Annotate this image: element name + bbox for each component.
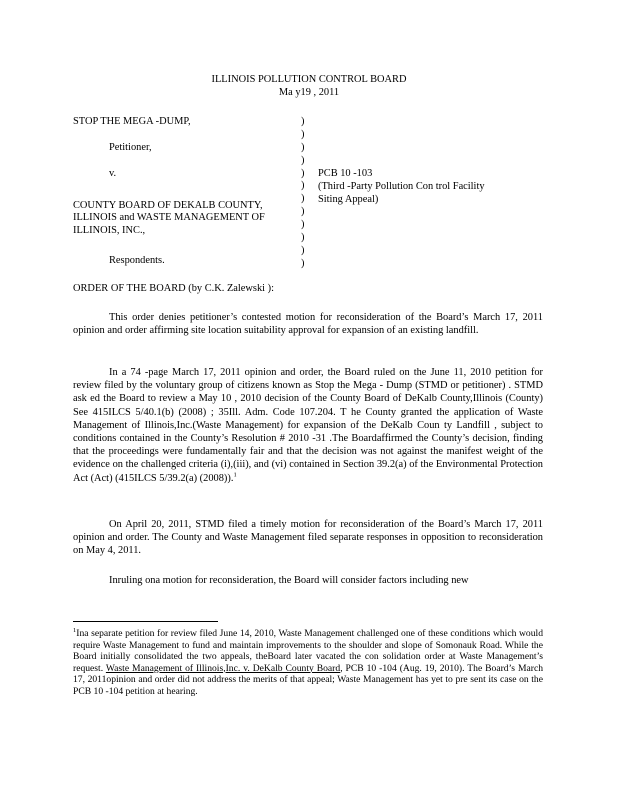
petitioner-name: STOP THE MEGA -DUMP,: [73, 116, 191, 127]
respondents-label: Respondents.: [109, 255, 165, 266]
footnote-text-2: , PCB 10 -104 (Aug. 19, 2010). The Board’s March 17, 2011opinion and order did not address the merits of that appeal; Waste Management has yet to pre sent its case on the PCB 10 -104 petition at hearing.: [73, 662, 543, 697]
paragraph-text: On April 20, 2011, STMD filed a timely motion for reconsideration of the Board’s March 17, 2011 opinion and order. The County and Waste Management filed separate responses in opposition to reconsideration on May 4, 2011.: [73, 519, 543, 557]
case-details: [318, 168, 485, 207]
paragraph-text: Inruling ona motion for reconsideration, the Board will consider factors including new: [109, 575, 469, 586]
caption-paren: ): [301, 244, 305, 256]
case-type-line-1: (Third -Party Pollution Con trol Facility: [318, 180, 485, 192]
caption-paren: ): [301, 206, 305, 218]
respondent-line-2: ILLINOIS and WASTE MANAGEMENT OF: [73, 212, 265, 223]
footnote-case-citation[interactable]: Waste Management of Illinois,Inc. v. DeKalb County Board: [105, 662, 341, 674]
caption-paren: ): [301, 116, 305, 127]
paragraph-3: [73, 518, 543, 558]
paragraph-2: [73, 366, 543, 485]
order-date: Ma y19 , 2011: [278, 87, 340, 98]
petitioner-label: Petitioner,: [109, 142, 152, 153]
paragraph-text: In a 74 -page March 17, 2011 opinion and order, the Board ruled on the June 11, 2010 petition for review filed by the voluntary group of citizens known as Stop the Mega - Dump (STMD or petitioner) . STMD ask ed the Board to review a May 10 , 2010 decision of the County Board of DeKalb County,Illinois (County) See 415ILCS 5/40.1(b) (2008) ; 35Ill. Adm. Code 107.204. T he County granted the application of Waste Management of Illinois,Inc.(Waste Management) for expansion of the DeKalb Coun ty Landfill , subject to conditions contained in the County’s Resolution # 2010 -31 .The Boardaffirmed the County’s decision, finding that the proceedings were fundamentally fair and that the decision was not against the manifest weight of the evidence on the challenged criteria (i),(iii), and (vi) contained in Section 39.2(a) of the Environmental Protection Act (Act) (415ILCS 5/39.2(a) (2008)).: [73, 367, 543, 484]
caption-paren: ): [301, 167, 305, 179]
order-heading: ORDER OF THE BOARD (by C.K. Zalewski ):: [73, 283, 274, 294]
board-name: ILLINOIS POLLUTION CONTROL BOARD: [211, 74, 407, 85]
caption-paren: ): [301, 141, 305, 153]
case-type-line-2: Siting Appeal): [318, 193, 379, 205]
paragraph-4: [73, 574, 543, 587]
respondent-line-3: ILLINOIS, INC.,: [73, 225, 146, 236]
case-number: PCB 10 -103: [318, 168, 373, 179]
caption-paren: ): [301, 219, 305, 231]
footnote: [73, 628, 543, 697]
paragraph-text: This order denies petitioner’s contested motion for reconsideration of the Board’s March 17, 2011 opinion and order affirming site location suitability approval for expansion of an existing landfill.: [73, 312, 543, 337]
caption-paren: ): [301, 257, 305, 269]
caption-paren: ): [301, 180, 305, 192]
paragraph-1: [73, 311, 543, 337]
caption-paren: ): [301, 193, 305, 205]
caption-paren: ): [301, 232, 305, 244]
footnote-text-1: Ina separate petition for review filed June 14, 2010, Waste Management challenged one of these conditions which would require Waste Management to fund and maintain improvements to the shoulder and slope of Somonauk Road. While the Board initially consolidated the two appeals, theBoard later vacated the con solidation order at Waste Management’s request.: [73, 628, 543, 674]
respondent-line-1: COUNTY BOARD OF DEKALB COUNTY,: [73, 200, 263, 211]
caption-parentheses: [301, 116, 311, 271]
caption-paren: ): [301, 128, 305, 140]
footnote-marker: 1: [73, 626, 77, 634]
versus-label: v.: [109, 168, 117, 179]
footnote-divider: [73, 621, 218, 622]
footnote-reference[interactable]: 1: [233, 471, 237, 479]
caption-paren: ): [301, 154, 305, 166]
